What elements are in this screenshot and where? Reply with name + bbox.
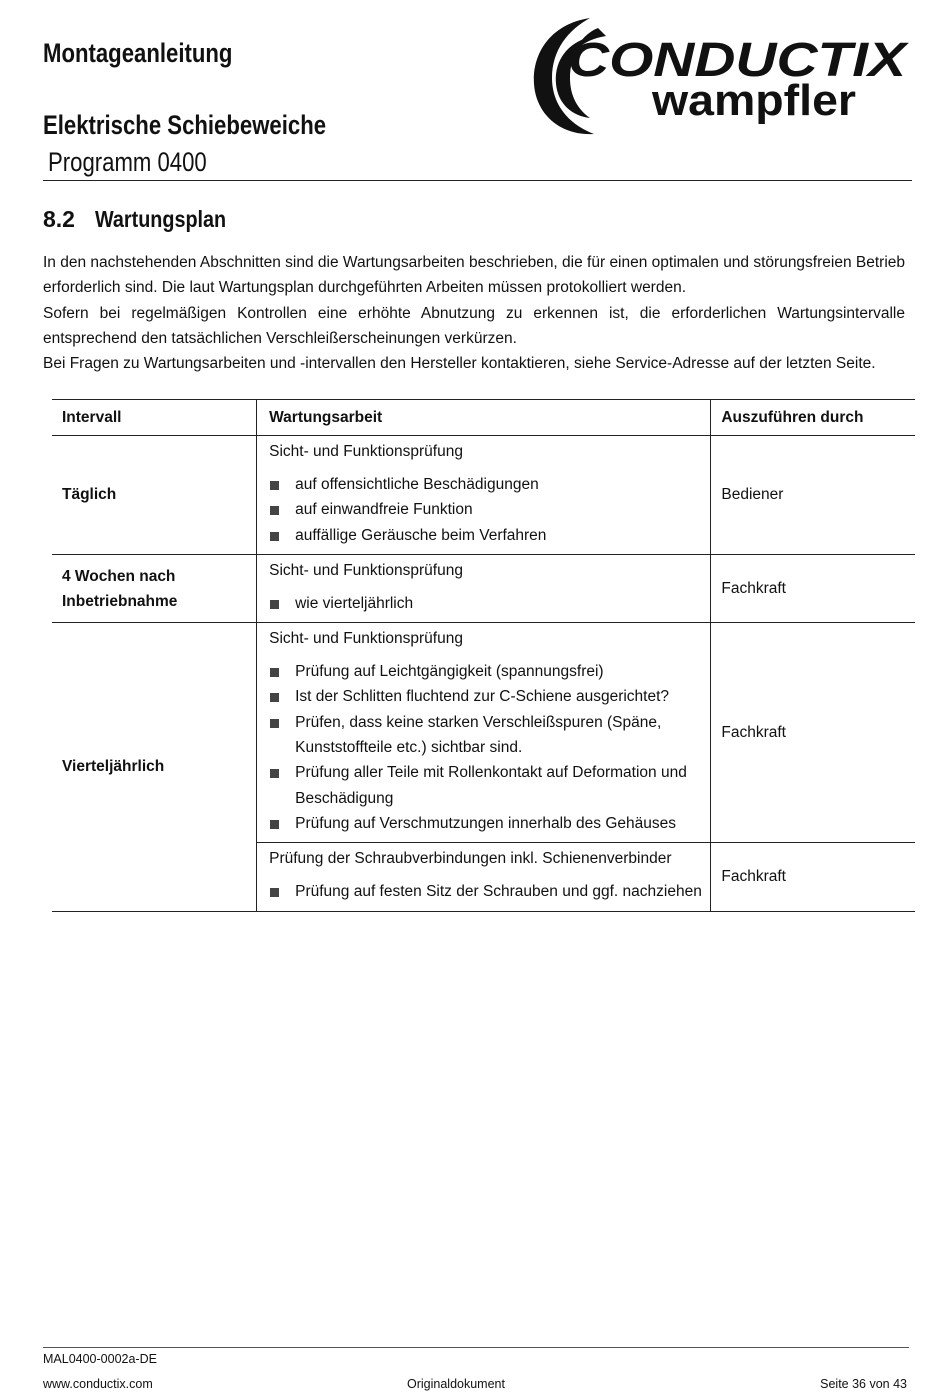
list-item: Prüfung auf Verschmutzungen innerhalb des Gehäuses [269, 811, 702, 836]
square-bullet-icon [270, 888, 279, 897]
page-number: Seite 36 von 43 [820, 1377, 907, 1391]
performer-cell: Fachkraft [711, 554, 915, 622]
website-link[interactable]: www.conductix.com [43, 1377, 153, 1391]
document-title: Elektrische Schiebeweiche [43, 110, 327, 140]
intro-paragraph: In den nachstehenden Abschnitten sind die Wartungsarbeiten beschrieben, die für einen optimalen und störungsfreien Betrieb erforderlich sind. Die laut Wartungsplan durchgeführten Arbeiten müssen protokolliert werden. [43, 254, 905, 297]
table-row [52, 623, 915, 843]
performer-cell: Bediener [711, 436, 915, 555]
header-interval: Intervall [52, 400, 257, 436]
table-row [52, 436, 915, 555]
maintenance-table [52, 399, 915, 912]
square-bullet-icon [270, 668, 279, 677]
work-title: Sicht- und Funktionsprüfung [269, 561, 463, 579]
table-header-row [52, 400, 915, 436]
work-cell [257, 436, 711, 555]
document-number: MAL0400-0002a-DE [43, 1352, 157, 1366]
list-item: Prüfung auf Leichtgängigkeit (spannungsfrei) [269, 659, 702, 684]
list-item: Prüfung auf festen Sitz der Schrauben und ggf. nachziehen [269, 879, 702, 904]
list-item: Ist der Schlitten fluchtend zur C-Schiene ausgerichtet? [269, 684, 702, 709]
list-item: wie vierteljährlich [269, 591, 702, 616]
work-title: Sicht- und Funktionsprüfung [269, 443, 463, 460]
header-performer: Auszuführen durch [711, 400, 915, 436]
logo-brand-text: CONDUCTIX [568, 34, 910, 87]
work-title: Sicht- und Funktionsprüfung [269, 630, 463, 648]
work-title: Prüfung der Schraubverbindungen inkl. Schienenverbinder [269, 850, 672, 868]
list-item: Prüfen, dass keine starken Verschleißspuren (Späne, Kunststoffteile etc.) sichtbar sind. [269, 710, 702, 761]
square-bullet-icon [270, 506, 279, 515]
square-bullet-icon [270, 719, 279, 728]
square-bullet-icon [270, 600, 279, 609]
list-item: auffällige Geräusche beim Verfahren [269, 523, 702, 548]
work-cell [257, 843, 711, 911]
intro-text [43, 250, 905, 376]
document-type: Montageanleitung [43, 38, 233, 68]
square-bullet-icon [270, 820, 279, 829]
intro-paragraph: Sofern bei regelmäßigen Kontrollen eine erhöhte Abnutzung zu erkennen ist, die erforderlichen Wartungsintervalle entsprechend den tatsächlichen Verschleißerscheinungen verkürzen. [43, 304, 905, 347]
work-cell [257, 623, 711, 843]
section-heading [43, 206, 247, 233]
list-item: auf einwandfreie Funktion [269, 497, 702, 522]
section-title: Wartungsplan [95, 206, 227, 232]
header-work: Wartungsarbeit [257, 400, 711, 436]
square-bullet-icon [270, 693, 279, 702]
performer-cell: Fachkraft [711, 843, 915, 911]
header-divider [43, 180, 912, 181]
document-subtitle: Programm 0400 [48, 147, 207, 177]
document-status: Originaldokument [407, 1377, 505, 1391]
conductix-wampfler-logo [528, 12, 912, 137]
section-number: 8.2 [43, 206, 75, 232]
square-bullet-icon [270, 532, 279, 541]
interval-cell: Vierteljährlich [52, 623, 257, 911]
intro-paragraph: Bei Fragen zu Wartungsarbeiten und -intervallen den Hersteller kontaktieren, siehe Service-Adresse auf der letzten Seite. [43, 355, 876, 373]
interval-cell: Täglich [52, 436, 257, 555]
list-item: auf offensichtliche Beschädigungen [269, 472, 702, 497]
logo-subbrand-text: wampfler [650, 76, 856, 125]
performer-cell: Fachkraft [711, 623, 915, 843]
square-bullet-icon [270, 769, 279, 778]
table-row [52, 554, 915, 622]
interval-cell: 4 Wochen nach Inbetriebnahme [52, 554, 257, 622]
footer-divider [43, 1347, 909, 1348]
list-item: Prüfung aller Teile mit Rollenkontakt auf Deformation und Beschädigung [269, 760, 702, 811]
work-cell [257, 554, 711, 622]
square-bullet-icon [270, 481, 279, 490]
